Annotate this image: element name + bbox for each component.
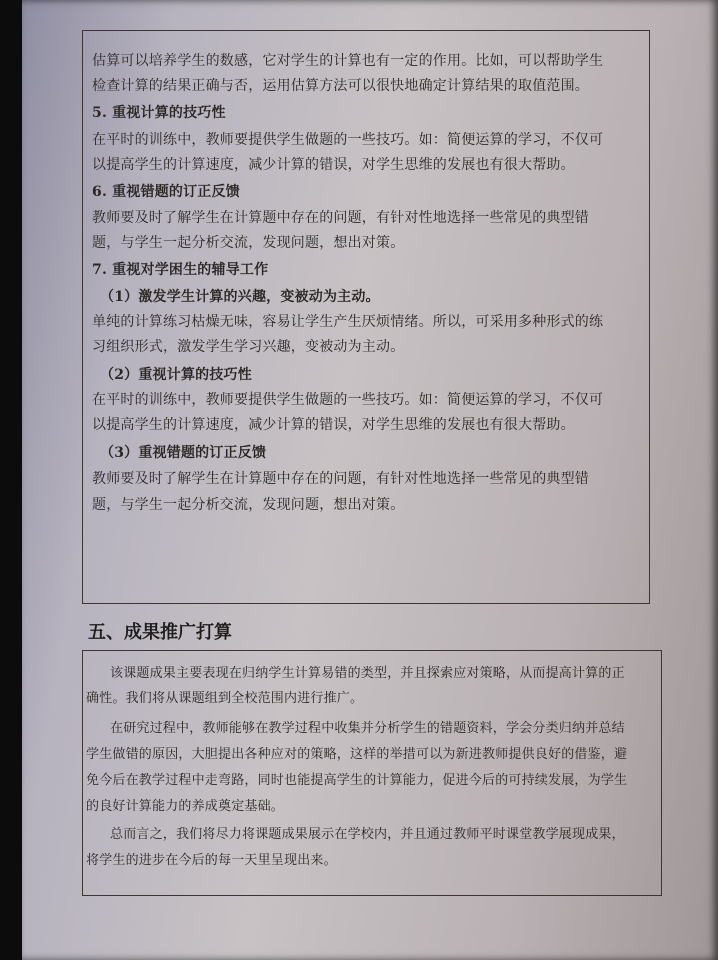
text-line: （1）激发学生计算的兴趣，变被动为主动。 (100, 289, 380, 305)
text-line: 在平时的训练中，教师要提供学生做题的一些技巧。如：简便运算的学习，不仅可 (92, 392, 604, 408)
text-line: 单纯的计算练习枯燥无味，容易让学生产生厌烦情绪。所以，可采用多种形式的练 (92, 314, 604, 330)
text-line: 检查计算的结果正确与否，运用估算方法可以很快地确定计算结果的取值范围。 (92, 78, 589, 94)
text-line: 在平时的训练中，教师要提供学生做题的一些技巧。如：简便运算的学习，不仅可 (92, 132, 604, 148)
text-line: 6. 重视错题的订正反馈 (92, 184, 240, 200)
text-line: 将学生的进步在今后的每一天里呈现出来。 (86, 853, 337, 868)
text-line: 7. 重视对学困生的辅导工作 (92, 262, 269, 278)
text-line: 在研究过程中，教师能够在教学过程中收集并分析学生的错题资料，学会分类归纳并总结 (110, 721, 625, 736)
text-line: 该课题成果主要表现在归纳学生计算易错的类型，并且探索应对策略，从而提高计算的正 (110, 666, 625, 681)
text-line: （2）重视计算的技巧性 (100, 367, 252, 383)
text-line: 学生做错的原因，大胆提出各种应对的策略，这样的举措可以为新进教师提供良好的借鉴，避 (86, 747, 628, 762)
text-line: 以提高学生的计算速度，减少计算的错误，对学生思维的发展也有很大帮助。 (92, 417, 575, 433)
text-line: 教师要及时了解学生在计算题中存在的问题，有针对性地选择一些常见的典型错 (92, 471, 589, 487)
text-line: 题，与学生一起分析交流，发现问题，想出对策。 (92, 235, 405, 251)
section-heading: 五、成果推广打算 (88, 622, 232, 643)
text-line: 5. 重视计算的技巧性 (92, 105, 226, 121)
text-line: （3）重视错题的订正反馈 (100, 445, 267, 461)
text-line: 的良好计算能力的养成奠定基础。 (86, 799, 285, 814)
text-line: 以提高学生的计算速度，减少计算的错误，对学生思维的发展也有很大帮助。 (92, 157, 575, 173)
text-line: 确性。我们将从课题组到全校范围内进行推广。 (86, 691, 364, 706)
text-line: 教师要及时了解学生在计算题中存在的问题，有针对性地选择一些常见的典型错 (92, 210, 589, 226)
text-line: 习组织形式，激发学生学习兴趣，变被动为主动。 (92, 339, 405, 355)
text-line: 免今后在教学过程中走弯路，同时也能提高学生的计算能力，促进今后的可持续发展，为学生 (86, 773, 628, 788)
text-line: 题，与学生一起分析交流，发现问题，想出对策。 (92, 497, 405, 513)
text-line: 估算可以培养学生的数感，它对学生的计算也有一定的作用。比如，可以帮助学生 (92, 53, 604, 69)
text-line: 总而言之，我们将尽力将课题成果展示在学校内，并且通过教师平时课堂教学展现成果， (110, 827, 625, 842)
